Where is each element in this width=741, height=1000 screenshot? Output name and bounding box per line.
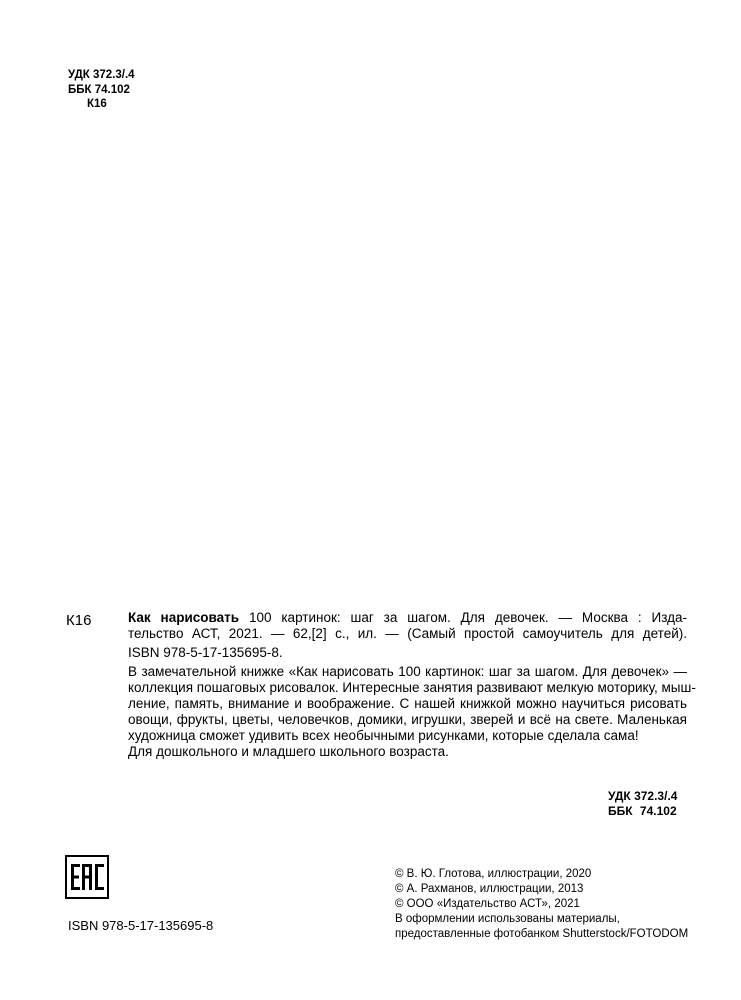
isbn-entry: ISBN 978-5-17-135695-8. (128, 645, 283, 660)
copyright-block (395, 867, 688, 942)
udk-value: 372.3/.4 (634, 789, 678, 803)
author-mark: К16 (87, 98, 107, 110)
entry-author-mark: К16 (66, 612, 92, 629)
audience-note: Для дошкольного и младшего школьного возраста. (128, 744, 449, 759)
annotation-line: коллекция пошаговых рисовалок. Интересные занятия развивают мелкую моторику, мыш- (128, 680, 696, 695)
eac-certification-icon (65, 855, 109, 899)
bbk-code-bottom (608, 804, 677, 819)
bbk-value: 74.102 (639, 804, 677, 818)
annotation (128, 664, 696, 744)
annotation-line: В замечательной книжке «Как нарисовать 100 картинок: шаг за шагом. Для девочек» — (128, 664, 687, 679)
bibliographic-entry (128, 610, 696, 760)
udk-code: УДК 372.3/.4 (68, 69, 135, 81)
book-title: Как нарисовать (128, 610, 240, 625)
top-classification (68, 68, 135, 112)
udk-code-bottom (608, 789, 677, 804)
bibliographic-line-1 (128, 610, 687, 626)
copyright-line: © ООО «Издательство АСТ», 2021 (395, 898, 580, 910)
bibliographic-line-1-rest: 100 картинок: шаг за шагом. Для девочек. — Москва : Изда- (239, 610, 688, 625)
udk-label: УДК (608, 789, 631, 803)
bbk-label: ББК (608, 804, 633, 818)
annotation-line: ление, память, внимание и воображение. С нашей книжкой можно научиться рисовать (128, 696, 687, 711)
bibliographic-line-2: тельство АСТ, 2021. — 62,[2] с., ил. — (Самый простой самоучитель для детей). (128, 626, 687, 641)
copyright-line: В оформлении использованы материалы, (395, 913, 620, 925)
copyright-line: © В. Ю. Глотова, иллюстрации, 2020 (395, 868, 592, 880)
copyright-line: © А. Рахманов, иллюстрации, 2013 (395, 883, 584, 895)
bbk-code: ББК 74.102 (68, 83, 130, 96)
annotation-line: овощи, фрукты, цветы, человечков, домики, игрушки, зверей и всё на свете. Маленькая (128, 712, 687, 727)
isbn-bottom: ISBN 978-5-17-135695-8 (68, 918, 214, 933)
copyright-line: предоставленные фотобанком Shutterstock/FOTODOM (395, 928, 689, 940)
annotation-line: художница сможет удивить всех необычными рисунками, которые сделала сама! (128, 728, 639, 743)
bottom-classification (608, 789, 677, 819)
